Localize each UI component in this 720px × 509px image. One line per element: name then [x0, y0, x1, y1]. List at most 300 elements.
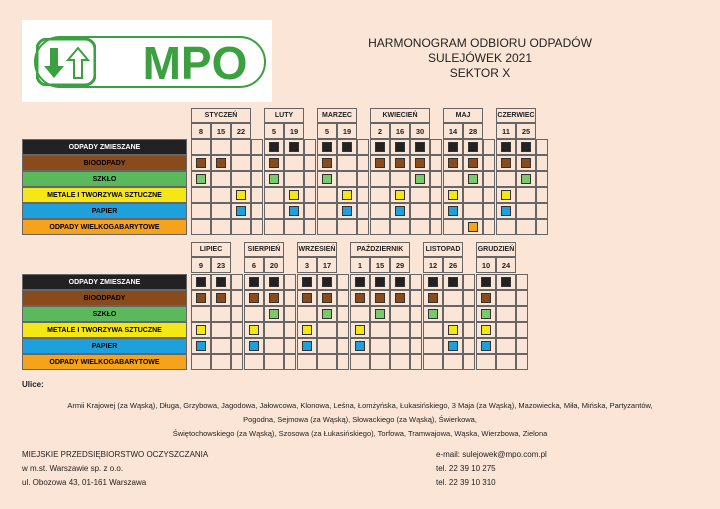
pickup-marker — [375, 142, 385, 152]
spacer-cell — [337, 338, 349, 354]
day-number: 25 — [516, 123, 536, 139]
spacer-cell — [463, 338, 475, 354]
day-number: 24 — [496, 257, 516, 273]
contact-info — [436, 448, 547, 490]
pickup-marker — [521, 142, 531, 152]
schedule-cell — [516, 203, 536, 219]
spacer-cell — [463, 290, 475, 306]
streets-line-2: Pogodna, Sejmowa (za Wąską), Słowackiego (za Wąską), Świerkowa, — [243, 415, 477, 424]
schedule-cell — [370, 322, 390, 338]
spacer-cell — [284, 322, 296, 338]
pickup-marker — [521, 158, 531, 168]
spacer-cell — [284, 274, 296, 290]
spacer-cell — [516, 338, 528, 354]
pickup-marker — [481, 325, 491, 335]
month-header: LUTY — [264, 108, 304, 123]
spacer-cell — [410, 338, 422, 354]
pickup-marker — [355, 293, 365, 303]
waste-type-label: BIOODPADY — [22, 155, 187, 171]
schedule-cell — [211, 139, 231, 155]
pickup-marker — [322, 293, 332, 303]
day-number: 28 — [463, 123, 483, 139]
schedule-cell — [211, 219, 231, 235]
waste-type-label: SZKŁO — [22, 306, 187, 322]
pickup-marker — [481, 309, 491, 319]
pickup-marker — [355, 341, 365, 351]
company-street: ul. Obozowa 43, 01-161 Warszawa — [22, 478, 147, 487]
day-number: 22 — [231, 123, 251, 139]
spacer-cell — [516, 354, 528, 370]
pickup-marker — [355, 325, 365, 335]
pickup-marker — [521, 174, 531, 184]
schedule-cell — [370, 203, 390, 219]
pickup-marker — [216, 277, 226, 287]
schedule-cell — [297, 354, 317, 370]
waste-type-label: ODPADY WIELKOGABARYTOWE — [22, 219, 187, 235]
schedule-cell — [211, 322, 231, 338]
schedule-cell — [244, 306, 264, 322]
title-line-1: HARMONOGRAM ODBIORU ODPADÓW — [368, 36, 592, 50]
spacer-cell — [231, 306, 243, 322]
pickup-marker — [375, 309, 385, 319]
schedule-cell — [191, 306, 211, 322]
logo-wordmark — [120, 37, 270, 87]
spacer-cell — [410, 274, 422, 290]
pickup-marker — [302, 277, 312, 287]
pickup-marker — [448, 206, 458, 216]
day-number: 3 — [297, 257, 317, 273]
schedule-cell — [191, 354, 211, 370]
pickup-marker — [196, 325, 206, 335]
spacer-cell — [251, 219, 263, 235]
contact-email: e-mail: sulejowek@mpo.com.pl — [436, 450, 547, 459]
pickup-marker — [289, 142, 299, 152]
pickup-marker — [322, 277, 332, 287]
pickup-marker — [342, 190, 352, 200]
schedule-cell — [476, 354, 496, 370]
pickup-marker — [196, 277, 206, 287]
pickup-marker — [428, 293, 438, 303]
spacer-cell — [284, 290, 296, 306]
contact-phone-2: tel. 22 39 10 310 — [436, 478, 496, 487]
schedule-cell — [496, 171, 516, 187]
schedule-cell — [231, 171, 251, 187]
pickup-marker — [415, 174, 425, 184]
schedule-cell — [211, 171, 231, 187]
schedule-cell — [443, 171, 463, 187]
schedule-cell — [410, 187, 430, 203]
spacer-cell — [410, 290, 422, 306]
pickup-marker — [322, 174, 332, 184]
schedule-cell — [496, 338, 516, 354]
day-number: 6 — [244, 257, 264, 273]
pickup-marker — [196, 293, 206, 303]
month-header: KWIECIEŃ — [370, 108, 430, 123]
pickup-marker — [395, 293, 405, 303]
spacer-cell — [430, 155, 442, 171]
spacer-cell — [483, 155, 495, 171]
day-number: 19 — [284, 123, 304, 139]
schedule-cell — [264, 203, 284, 219]
spacer-cell — [304, 203, 316, 219]
spacer-cell — [231, 354, 243, 370]
pickup-marker — [216, 293, 226, 303]
pickup-marker — [448, 341, 458, 351]
spacer-cell — [337, 274, 349, 290]
mpo-logo — [22, 20, 272, 102]
spacer-cell — [463, 306, 475, 322]
pickup-marker — [249, 325, 259, 335]
pickup-marker — [342, 142, 352, 152]
month-header: GRUDZIEŃ — [476, 242, 516, 257]
waste-type-label: ODPADY ZMIESZANE — [22, 139, 187, 155]
schedule-cell — [370, 219, 390, 235]
pickup-marker — [269, 158, 279, 168]
pickup-marker — [415, 158, 425, 168]
spacer-cell — [536, 203, 548, 219]
pickup-marker — [355, 277, 365, 287]
spacer-cell — [430, 219, 442, 235]
streets-line-3: Świętochowskiego (za Wąską), Szosowa (za Łukasińskiego), Torfowa, Tramwajowa, Wąska, Wierzbowa, Zielona — [172, 429, 548, 438]
spacer-cell — [536, 155, 548, 171]
pickup-marker — [269, 174, 279, 184]
title-line-3: SEKTOR X — [449, 66, 511, 80]
schedule-cell — [264, 354, 284, 370]
spacer-cell — [536, 187, 548, 203]
streets-heading: Ulice: — [22, 380, 44, 389]
schedule-cell — [496, 354, 516, 370]
spacer-cell — [410, 322, 422, 338]
schedule-cell — [370, 338, 390, 354]
pickup-marker — [395, 142, 405, 152]
pickup-marker — [196, 158, 206, 168]
spacer-cell — [483, 187, 495, 203]
schedule-cell — [423, 354, 443, 370]
spacer-cell — [304, 219, 316, 235]
day-number: 2 — [370, 123, 390, 139]
schedule-cell — [231, 155, 251, 171]
day-number: 10 — [476, 257, 496, 273]
spacer-cell — [430, 187, 442, 203]
pickup-marker — [448, 325, 458, 335]
day-number: 9 — [191, 257, 211, 273]
pickup-marker — [196, 174, 206, 184]
pickup-marker — [481, 293, 491, 303]
schedule-cell — [496, 219, 516, 235]
schedule-cell — [390, 322, 410, 338]
spacer-cell — [516, 306, 528, 322]
day-number: 20 — [264, 257, 284, 273]
schedule-cell — [337, 155, 357, 171]
schedule-cell — [337, 171, 357, 187]
day-number: 30 — [410, 123, 430, 139]
waste-type-label: PAPIER — [22, 338, 187, 354]
spacer-cell — [337, 306, 349, 322]
spacer-cell — [483, 139, 495, 155]
pickup-marker — [249, 293, 259, 303]
spacer-cell — [304, 187, 316, 203]
spacer-cell — [483, 219, 495, 235]
day-number: 5 — [264, 123, 284, 139]
pickup-marker — [501, 190, 511, 200]
spacer-cell — [357, 155, 369, 171]
pickup-marker — [468, 142, 478, 152]
schedule-cell — [231, 219, 251, 235]
pickup-marker — [481, 341, 491, 351]
pickup-marker — [468, 222, 478, 232]
spacer-cell — [304, 155, 316, 171]
pickup-marker — [395, 277, 405, 287]
spacer-cell — [284, 354, 296, 370]
pickup-marker — [302, 325, 312, 335]
company-subtitle: w m.st. Warszawie sp. z o.o. — [22, 464, 124, 473]
day-number: 12 — [423, 257, 443, 273]
spacer-cell — [463, 354, 475, 370]
company-name: MIEJSKIE PRZEDSIĘBIORSTWO OCZYSZCZANIA — [22, 450, 209, 459]
spacer-cell — [337, 354, 349, 370]
spacer-cell — [357, 187, 369, 203]
pickup-marker — [236, 206, 246, 216]
schedule-cell — [264, 338, 284, 354]
spacer-cell — [357, 171, 369, 187]
pickup-marker — [501, 158, 511, 168]
spacer-cell — [536, 171, 548, 187]
spacer-cell — [410, 306, 422, 322]
spacer-cell — [536, 219, 548, 235]
month-header: PAŹDZIERNIK — [350, 242, 410, 257]
waste-type-label: SZKŁO — [22, 171, 187, 187]
pickup-marker — [249, 277, 259, 287]
spacer-cell — [410, 354, 422, 370]
schedule-cell — [337, 219, 357, 235]
schedule-cell — [191, 187, 211, 203]
schedule-cell — [350, 354, 370, 370]
schedule-cell — [496, 306, 516, 322]
pickup-marker — [468, 158, 478, 168]
spacer-cell — [337, 322, 349, 338]
schedule-cell — [191, 139, 211, 155]
spacer-cell — [463, 274, 475, 290]
spacer-cell — [357, 203, 369, 219]
schedule-cell — [284, 171, 304, 187]
pickup-marker — [375, 158, 385, 168]
pickup-marker — [375, 293, 385, 303]
pickup-marker — [269, 293, 279, 303]
spacer-cell — [231, 290, 243, 306]
page-title — [340, 36, 620, 81]
spacer-cell — [516, 290, 528, 306]
schedule-cell — [211, 203, 231, 219]
pickup-marker — [236, 190, 246, 200]
schedule-cell — [516, 187, 536, 203]
waste-type-label: PAPIER — [22, 203, 187, 219]
spacer-cell — [357, 139, 369, 155]
day-number: 5 — [317, 123, 337, 139]
schedule-cell — [317, 203, 337, 219]
day-number: 8 — [191, 123, 211, 139]
schedule-cell — [443, 354, 463, 370]
pickup-marker — [322, 309, 332, 319]
streets-line-1: Armii Krajowej (za Wąską), Długa, Grzybowa, Jagodowa, Jałowcowa, Klonowa, Leśna, Łomżyńska, Łukasińskiego, 3 Maja (za Wąską), Mazowiecka, Miła, Mińska, Partyzantów, — [67, 401, 653, 410]
contact-phone-1: tel. 22 39 10 275 — [436, 464, 496, 473]
schedule-cell — [443, 306, 463, 322]
streets-list — [30, 399, 690, 441]
day-number: 19 — [337, 123, 357, 139]
schedule-cell — [516, 219, 536, 235]
day-number: 14 — [443, 123, 463, 139]
schedule-cell — [211, 187, 231, 203]
day-number: 17 — [317, 257, 337, 273]
pickup-marker — [289, 206, 299, 216]
schedule-cell — [284, 155, 304, 171]
schedule-cell — [317, 219, 337, 235]
pickup-marker — [448, 277, 458, 287]
month-header: WRZESIEŃ — [297, 242, 337, 257]
pickup-marker — [269, 309, 279, 319]
spacer-cell — [251, 187, 263, 203]
schedule-cell — [370, 171, 390, 187]
pickup-marker — [428, 277, 438, 287]
waste-type-label: ODPADY WIELKOGABARYTOWE — [22, 354, 187, 370]
schedule-cell — [370, 187, 390, 203]
day-number: 23 — [211, 257, 231, 273]
schedule-cell — [244, 354, 264, 370]
pickup-marker — [428, 309, 438, 319]
spacer-cell — [430, 171, 442, 187]
schedule-cell — [390, 354, 410, 370]
month-header: CZERWIEC — [496, 108, 536, 123]
day-number: 29 — [390, 257, 410, 273]
schedule-cell — [350, 306, 370, 322]
schedule-cell — [410, 219, 430, 235]
day-number: 16 — [390, 123, 410, 139]
schedule-cell — [463, 187, 483, 203]
waste-type-label: ODPADY ZMIESZANE — [22, 274, 187, 290]
pickup-marker — [249, 341, 259, 351]
spacer-cell — [463, 322, 475, 338]
spacer-cell — [357, 219, 369, 235]
spacer-cell — [251, 155, 263, 171]
month-header: MARZEC — [317, 108, 357, 123]
spacer-cell — [251, 139, 263, 155]
schedule-cell — [390, 338, 410, 354]
schedule-cell — [211, 354, 231, 370]
spacer-cell — [483, 171, 495, 187]
month-header: STYCZEŃ — [191, 108, 251, 123]
pickup-marker — [196, 341, 206, 351]
schedule-cell — [264, 322, 284, 338]
schedule-cell — [423, 338, 443, 354]
pickup-marker — [322, 158, 332, 168]
schedule-cell — [370, 354, 390, 370]
month-header: MAJ — [443, 108, 483, 123]
pickup-marker — [448, 190, 458, 200]
schedule-cell — [191, 203, 211, 219]
pickup-marker — [448, 142, 458, 152]
day-number: 11 — [496, 123, 516, 139]
spacer-cell — [516, 274, 528, 290]
day-number: 26 — [443, 257, 463, 273]
spacer-cell — [430, 139, 442, 155]
schedule-cell — [191, 219, 211, 235]
waste-type-label: METALE I TWORZYWA SZTUCZNE — [22, 322, 187, 338]
pickup-marker — [448, 158, 458, 168]
schedule-cell — [317, 187, 337, 203]
schedule-cell — [443, 219, 463, 235]
schedule-cell — [410, 203, 430, 219]
month-header: LISTOPAD — [423, 242, 463, 257]
pickup-marker — [501, 206, 511, 216]
spacer-cell — [284, 338, 296, 354]
pickup-marker — [216, 158, 226, 168]
schedule-cell — [423, 322, 443, 338]
pickup-marker — [395, 190, 405, 200]
pickup-marker — [415, 142, 425, 152]
month-header: LIPIEC — [191, 242, 231, 257]
logo-wordmark-text: MPO — [142, 37, 248, 87]
spacer-cell — [430, 203, 442, 219]
schedule-cell — [443, 290, 463, 306]
waste-type-label: BIOODPADY — [22, 290, 187, 306]
month-header: SIERPIEŃ — [244, 242, 284, 257]
schedule-cell — [231, 139, 251, 155]
schedule-cell — [211, 338, 231, 354]
spacer-cell — [284, 306, 296, 322]
schedule-cell — [390, 306, 410, 322]
schedule-cell — [390, 219, 410, 235]
schedule-cell — [390, 171, 410, 187]
spacer-cell — [251, 171, 263, 187]
pickup-marker — [501, 142, 511, 152]
pickup-marker — [302, 341, 312, 351]
schedule-cell — [463, 203, 483, 219]
pickup-marker — [481, 277, 491, 287]
schedule-cell — [211, 306, 231, 322]
pickup-marker — [501, 277, 511, 287]
pickup-marker — [342, 206, 352, 216]
spacer-cell — [231, 274, 243, 290]
pickup-marker — [468, 174, 478, 184]
pickup-marker — [375, 277, 385, 287]
pickup-marker — [302, 293, 312, 303]
schedule-cell — [317, 338, 337, 354]
pickup-marker — [395, 206, 405, 216]
day-number: 1 — [350, 257, 370, 273]
spacer-cell — [304, 139, 316, 155]
pickup-marker — [269, 142, 279, 152]
waste-type-label: METALE I TWORZYWA SZTUCZNE — [22, 187, 187, 203]
schedule-cell — [496, 322, 516, 338]
pickup-marker — [269, 277, 279, 287]
schedule-cell — [317, 354, 337, 370]
schedule-cell — [264, 219, 284, 235]
company-address — [22, 448, 208, 490]
spacer-cell — [304, 171, 316, 187]
spacer-cell — [231, 322, 243, 338]
schedule-cell — [284, 219, 304, 235]
title-line-2: SULEJÓWEK 2021 — [427, 51, 533, 65]
spacer-cell — [251, 203, 263, 219]
schedule-cell — [317, 322, 337, 338]
day-number: 15 — [211, 123, 231, 139]
spacer-cell — [231, 338, 243, 354]
schedule-cell — [496, 290, 516, 306]
pickup-marker — [395, 158, 405, 168]
spacer-cell — [516, 322, 528, 338]
schedule-cell — [297, 306, 317, 322]
spacer-cell — [536, 139, 548, 155]
pickup-marker — [322, 142, 332, 152]
